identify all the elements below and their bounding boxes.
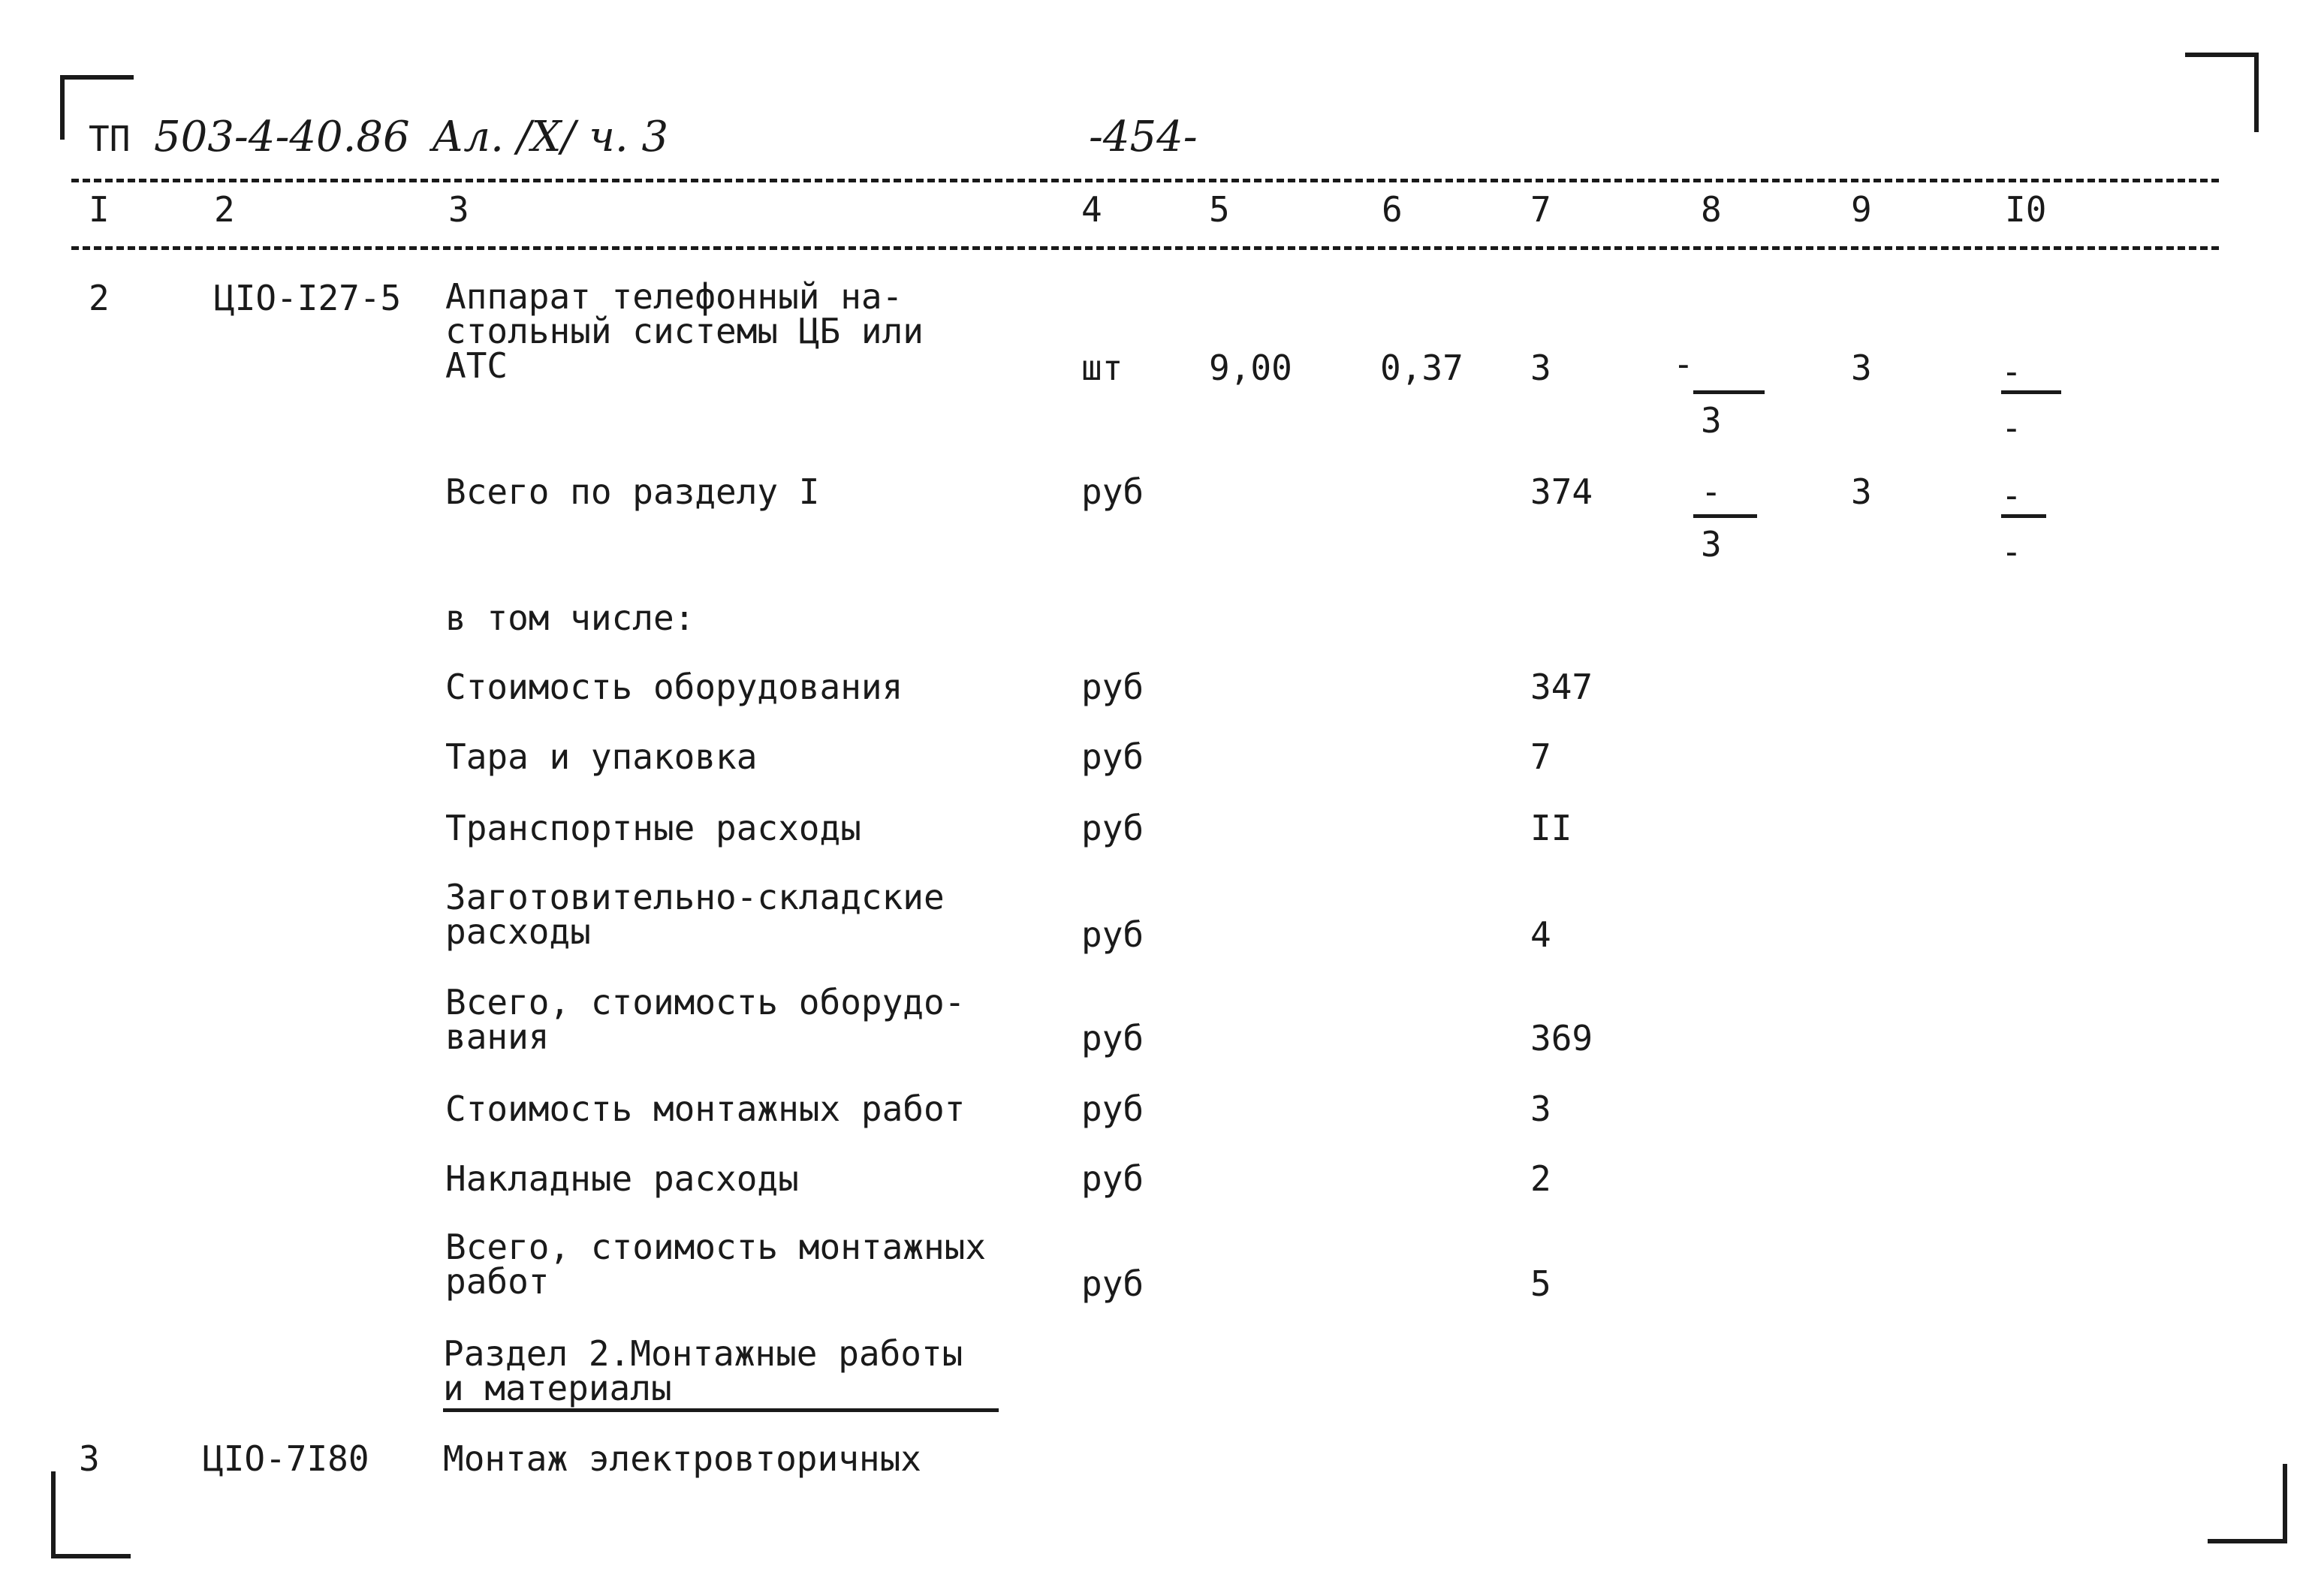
section1-col10-top: - [2001, 475, 2022, 516]
section2-title-underline [443, 1408, 999, 1412]
header-dashed-rule-bottom [71, 246, 2219, 250]
section1-col10-bottom: - [2001, 531, 2022, 572]
breakdown-value: 5 [1530, 1263, 1551, 1304]
breakdown-unit: руб [1081, 1263, 1144, 1304]
breakdown-label: Всего, стоимость оборудо- вания [445, 982, 966, 1057]
page-number: -454- [1089, 113, 1198, 161]
item3-code: ЦIO-7I80 [203, 1438, 369, 1479]
column-number-4: 4 [1081, 189, 1102, 230]
breakdown-unit: руб [1081, 736, 1144, 777]
section1-col8-bottom: 3 [1701, 524, 1722, 565]
breakdown-unit: руб [1081, 914, 1144, 955]
corner-mark-top-right [2185, 53, 2259, 132]
breakdown-value: 2 [1530, 1158, 1551, 1199]
column-number-5: 5 [1209, 189, 1230, 230]
column-number-8: 8 [1701, 189, 1722, 230]
doc-part: Ал. /Х/ ч. 3 [432, 113, 669, 161]
section1-col8-top: - [1701, 471, 1722, 512]
including-label: в том числе: [445, 598, 695, 638]
breakdown-value: II [1530, 808, 1572, 848]
item2-col10-fraction-bar [2001, 390, 2061, 394]
item2-col8-top: - [1673, 344, 1694, 384]
item2-number: 2 [89, 278, 110, 318]
breakdown-label: Стоимость оборудования [445, 667, 903, 707]
section1-col8-fraction-bar [1693, 514, 1757, 518]
section2-title: Раздел 2.Монтажные работы и материалы [443, 1333, 963, 1408]
breakdown-value: 7 [1530, 736, 1551, 777]
breakdown-unit: руб [1081, 1158, 1144, 1199]
item2-col10-bottom: - [2001, 408, 2022, 448]
breakdown-label: Заготовительно-складские расходы [445, 877, 945, 952]
item3-number: 3 [79, 1438, 100, 1479]
header-dashed-rule-top [71, 179, 2219, 182]
breakdown-label: Всего, стоимость монтажных работ [445, 1227, 987, 1302]
item2-col10-top: - [2001, 351, 2022, 392]
section1-total-unit: руб [1081, 471, 1144, 512]
section1-total-value: 374 [1530, 471, 1593, 512]
item2-coefficient: 0,37 [1380, 348, 1463, 388]
doc-code: 503-4-40.86 [154, 113, 410, 161]
item2-col8-fraction-bar [1693, 390, 1765, 394]
item2-code: ЦIO-I27-5 [214, 278, 402, 318]
section1-total-label: Всего по разделу I [445, 471, 820, 512]
breakdown-value: 347 [1530, 667, 1593, 707]
breakdown-label: Тара и упаковка [445, 736, 758, 777]
breakdown-unit: руб [1081, 808, 1144, 848]
corner-mark-bottom-right [2208, 1464, 2287, 1543]
section1-col9: 3 [1851, 471, 1872, 512]
breakdown-value: 4 [1530, 914, 1551, 955]
item2-name: Аппарат телефонный на- стольный системы ЦБ или АТС [445, 276, 924, 386]
column-number-10: I0 [2005, 189, 2047, 230]
breakdown-label: Накладные расходы [445, 1158, 799, 1199]
item3-name: Монтаж электровторичных [443, 1438, 921, 1479]
breakdown-label: Стоимость монтажных работ [445, 1089, 966, 1129]
column-number-6: 6 [1382, 189, 1403, 230]
column-number-1: I [89, 189, 110, 230]
breakdown-unit: руб [1081, 1089, 1144, 1129]
section1-col10-fraction-bar [2001, 514, 2046, 518]
item2-price: 9,00 [1209, 348, 1292, 388]
item2-col8-bottom: 3 [1701, 400, 1722, 441]
column-number-3: 3 [448, 189, 469, 230]
item2-unit: шт [1081, 348, 1123, 388]
breakdown-unit: руб [1081, 1018, 1144, 1058]
column-number-7: 7 [1530, 189, 1551, 230]
breakdown-value: 3 [1530, 1089, 1551, 1129]
corner-mark-bottom-left [51, 1471, 131, 1558]
column-number-9: 9 [1851, 189, 1872, 230]
column-number-2: 2 [214, 189, 235, 230]
item2-col9: 3 [1851, 348, 1872, 388]
item2-quantity: 3 [1530, 348, 1551, 388]
breakdown-unit: руб [1081, 667, 1144, 707]
doc-prefix: ТП [89, 119, 131, 159]
breakdown-value: 369 [1530, 1018, 1593, 1058]
breakdown-label: Транспортные расходы [445, 808, 861, 848]
